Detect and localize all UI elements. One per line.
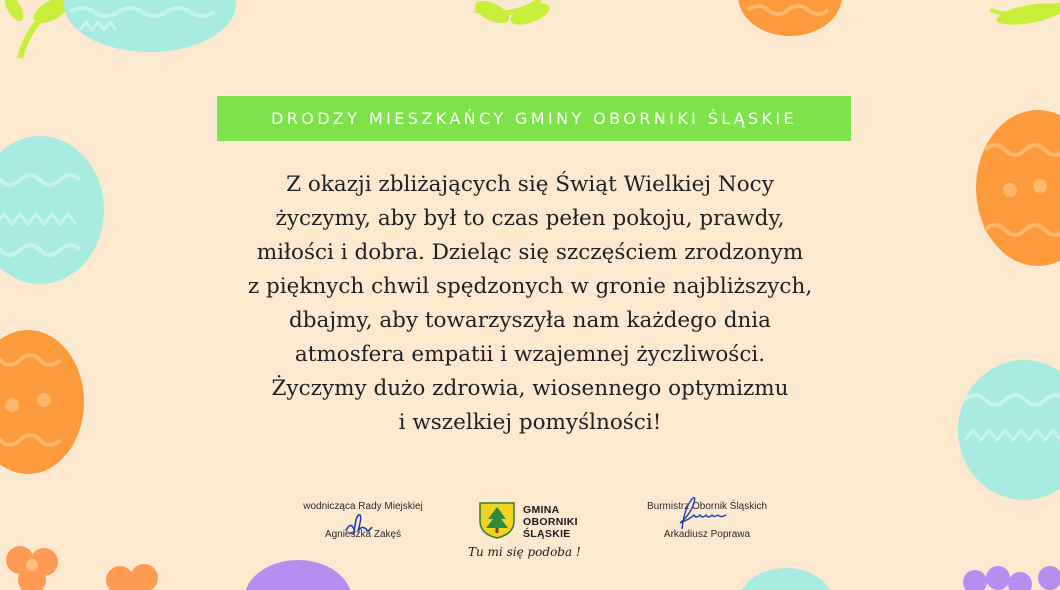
signature-name: Arkadiusz Poprawa <box>663 529 751 540</box>
message-line: życzymy, aby był to czas pełen pokoju, prawdy, <box>275 206 785 231</box>
egg-teal-bottom-icon <box>738 568 834 590</box>
handwritten-signature-icon <box>340 509 374 539</box>
leaf-top-right-icon <box>990 0 1060 29</box>
egg-orange-left-icon <box>0 330 84 474</box>
message-line: Życzymy dużo zdrowia, wiosennego optymizmu <box>271 376 789 401</box>
leaf-sprig-top-center-icon <box>472 0 551 28</box>
egg-orange-right-icon <box>976 110 1060 266</box>
signature-mayor <box>632 501 782 540</box>
tree-crest-icon <box>478 501 516 539</box>
gmina-logo <box>468 500 604 570</box>
signature-council-chair <box>282 501 444 540</box>
gmina-name-line: OBORNIKI <box>523 516 578 528</box>
message-line: z pięknych chwil spędzonych w gronie najbliższych, <box>247 274 813 299</box>
message-line: atmosfera empatii i wzajemnej życzliwości. <box>294 342 766 367</box>
greeting-banner <box>217 96 851 141</box>
egg-teal-left-icon <box>0 136 104 284</box>
egg-orange-top-icon <box>738 0 842 36</box>
egg-teal-right-icon <box>958 360 1060 500</box>
egg-purple-bottom-icon <box>244 560 352 590</box>
signature-title: Burmistrz Obornik Śląskich <box>646 501 768 512</box>
flower-bottom-left-icon <box>6 546 58 590</box>
message-line: Z okazji zbliżających się Świąt Wielkiej Nocy <box>286 172 774 197</box>
leaf-sprig-top-left-icon <box>2 0 74 58</box>
message-line: i wszelkiej pomyślności! <box>398 410 662 435</box>
message-line: miłości i dobra. Dzieląc się szczęściem zrodzonym <box>256 240 804 265</box>
signature-title: wodnicząca Rady Miejskiej <box>303 501 423 512</box>
gmina-name-line: ŚLĄSKIE <box>523 528 571 540</box>
message-line: dbajmy, aby towarzyszyła nam każdego dnia <box>289 308 771 333</box>
gmina-name-line: GMINA <box>523 504 560 516</box>
egg-teal-top-icon <box>64 0 236 52</box>
handwritten-signature-icon <box>668 493 728 533</box>
easter-message <box>200 168 860 440</box>
signature-name: Agnieszka Zakęś <box>324 529 402 540</box>
flower-bottom-right-icon <box>963 566 1060 590</box>
flower-bottom-left-2-icon <box>106 564 158 590</box>
banner-title: DRODZY MIESZKAŃCY GMINY OBORNIKI ŚLĄSKIE <box>270 109 798 128</box>
gmina-name <box>523 504 578 540</box>
gmina-slogan: Tu mi się podoba ! <box>468 545 581 559</box>
